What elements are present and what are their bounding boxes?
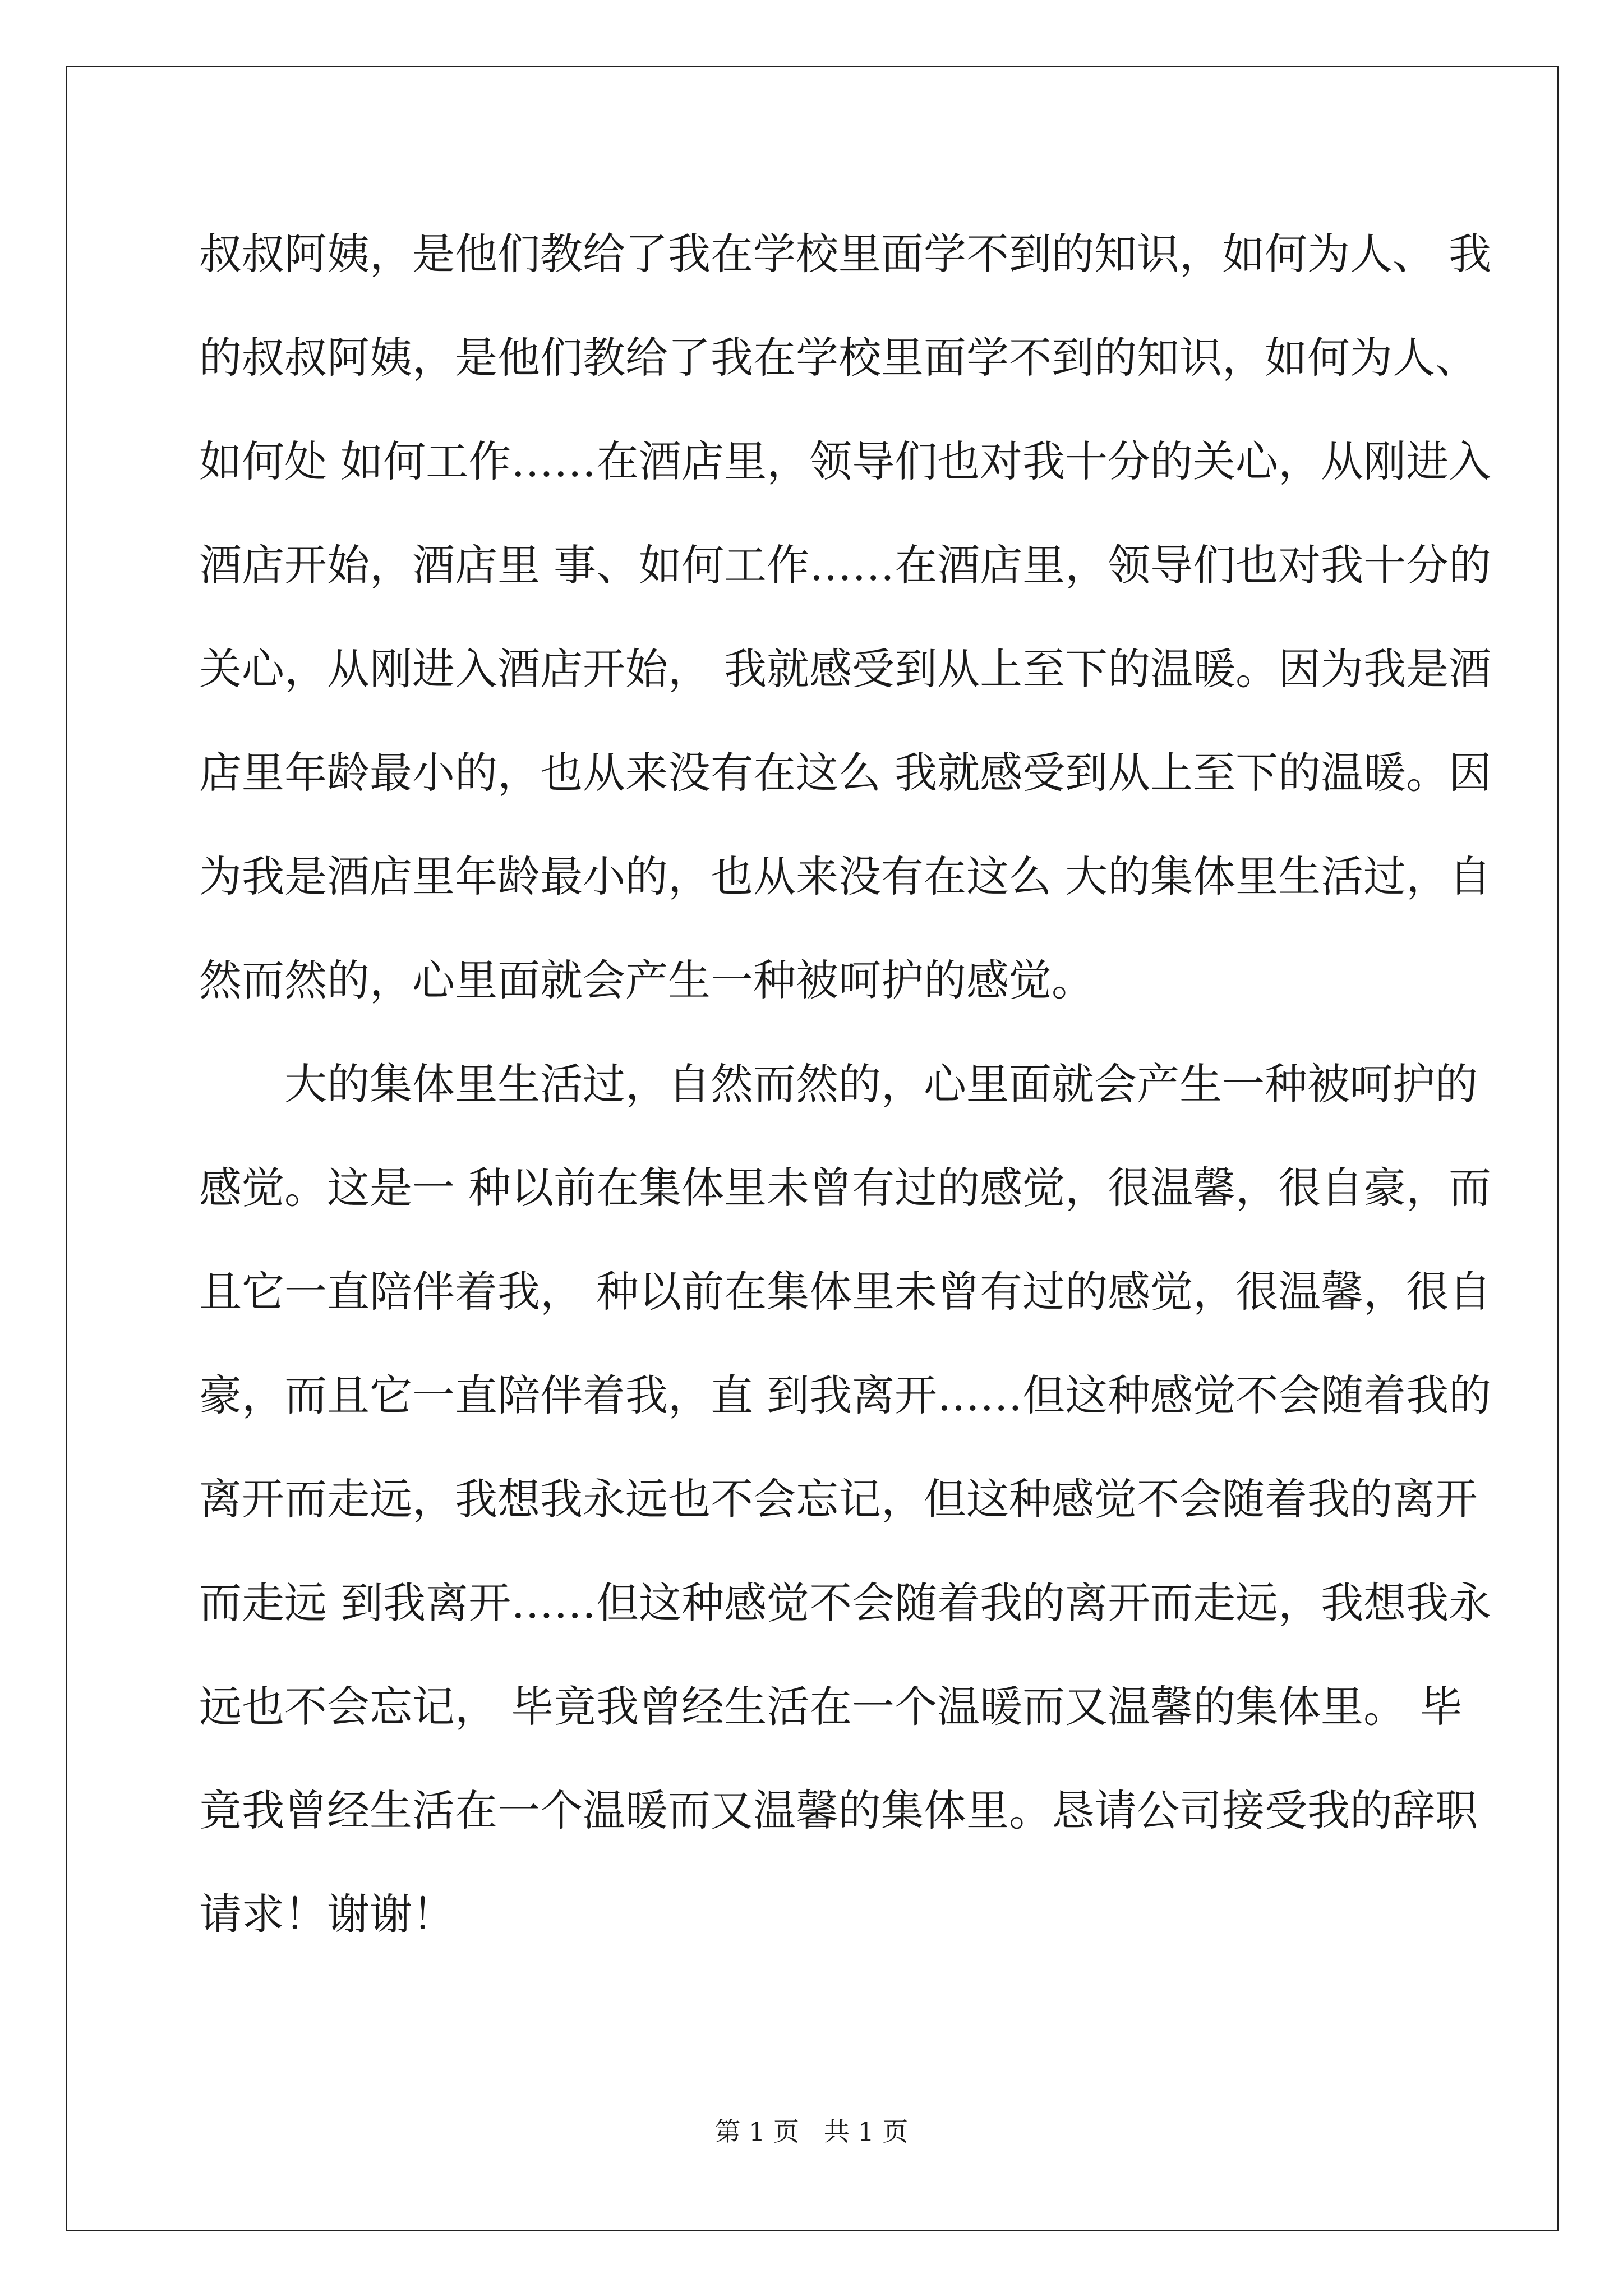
text-line: 豪，而且它一直陪伴着我，直 到我离开……但这种感觉不会随着我的 [199, 1370, 1492, 1420]
text-line: 而走远 到我离开……但这种感觉不会随着我的离开而走远，我想我永 [199, 1578, 1492, 1628]
text-line: 远也不会忘记， 毕竟我曾经生活在一个温暖而又温馨的集体里。 毕 [199, 1682, 1463, 1732]
text-line: 为我是酒店里年龄最小的，也从来没有在这么 大的集体里生活过，自 [199, 852, 1492, 901]
text-line: 大的集体里生活过，自然而然的，心里面就会产生一种被呵护的 [284, 1059, 1478, 1109]
text-line: 叔叔阿姨，是他们教给了我在学校里面学不到的知识，如何为人、 我 [199, 229, 1492, 279]
text-line: 离开而走远，我想我永远也不会忘记，但这种感觉不会随着我的离开 [199, 1474, 1478, 1524]
text-line: 的叔叔阿姨，是他们教给了我在学校里面学不到的知识，如何为人、 [199, 333, 1478, 383]
page-number-footer: 第 1 页 共 1 页 [714, 2116, 909, 2147]
text-line: 店里年龄最小的，也从来没有在这么 我就感受到从上至下的温暖。因 [199, 748, 1492, 798]
text-line: 竟我曾经生活在一个温暖而又温馨的集体里。恳请公司接受我的辞职 [199, 1786, 1478, 1835]
text-line: 感觉。这是一 种以前在集体里未曾有过的感觉，很温馨，很自豪，而 [199, 1163, 1492, 1213]
text-line: 请求！谢谢！ [199, 1889, 455, 1939]
text-line: 且它一直陪伴着我， 种以前在集体里未曾有过的感觉，很温馨，很自 [199, 1267, 1492, 1317]
text-line: 酒店开始，酒店里 事、如何工作……在酒店里，领导们也对我十分的 [199, 540, 1492, 590]
text-line: 关心，从刚进入酒店开始， 我就感受到从上至下的温暖。因为我是酒 [199, 644, 1492, 694]
text-line: 如何处 如何工作……在酒店里，领导们也对我十分的关心，从刚进入 [199, 436, 1492, 486]
text-line: 然而然的，心里面就会产生一种被呵护的感觉。 [199, 955, 1094, 1005]
document-body [199, 202, 1492, 1966]
